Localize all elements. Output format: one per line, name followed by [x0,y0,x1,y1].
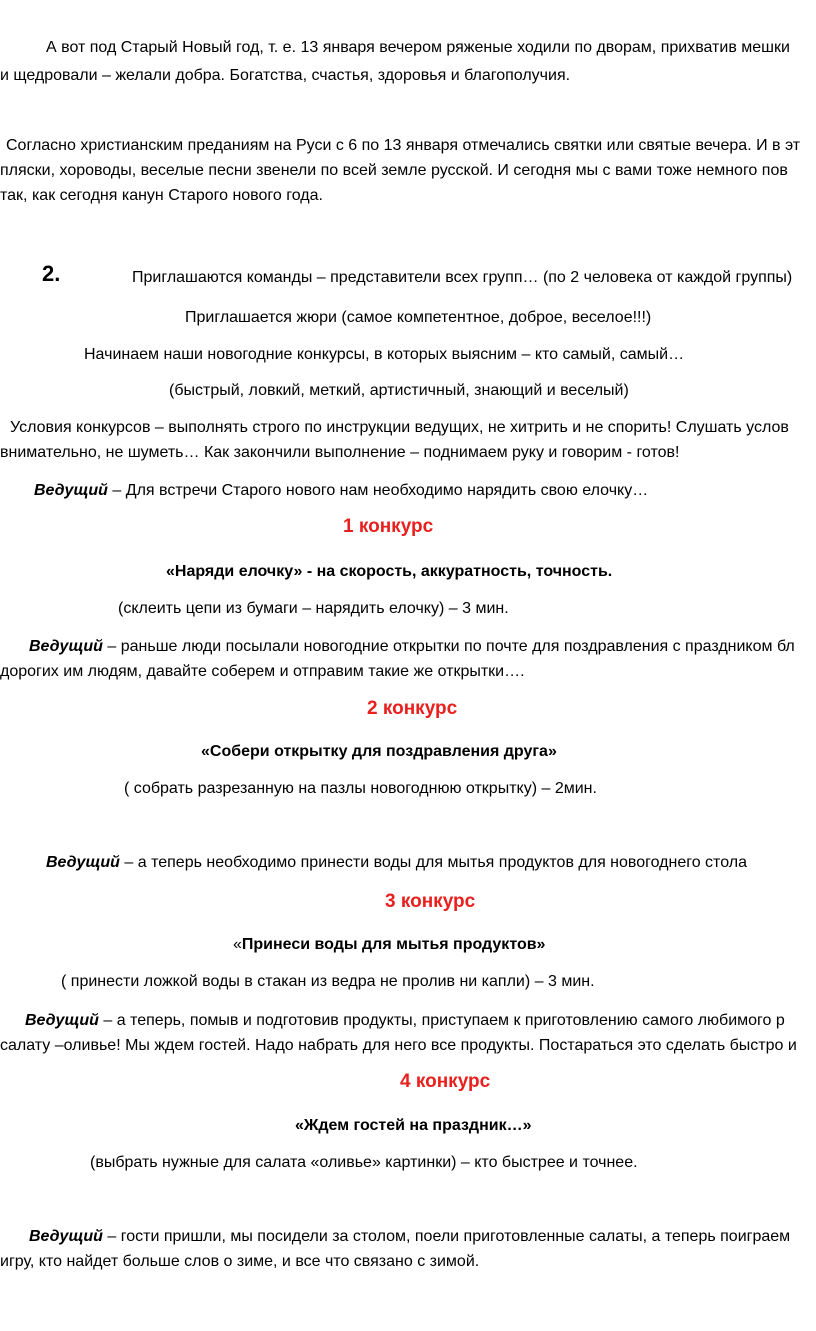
host-remark-3-text: – а теперь необходимо принести воды для мытья продуктов для новогоднего стола [119,854,747,871]
contest-3-title-quote: « [233,936,242,953]
host-label: Ведущий [46,854,120,871]
contest-3-title [233,935,545,955]
host-remark-5-line-2: игру, кто найдет больше слов о зиме, и все что связано с зимой. [0,1253,480,1270]
host-remark-2-line-1 [29,637,795,657]
rules-line-2: внимательно, не шуметь… Как закончили выполнение – поднимаем руку и говорим - готов! [0,444,680,461]
host-remark-4-line-1 [25,1011,785,1031]
host-label: Ведущий [25,1012,99,1029]
contest-1-description: (склеить цепи из бумаги – нарядить елочку) – 3 мин. [118,600,509,617]
host-remark-3 [46,853,747,873]
host-label: Ведущий [34,482,108,499]
host-remark-4-text: – а теперь, помыв и подготовив продукты, приступаем к приготовлению самого любимого р [98,1012,785,1029]
host-remark-4-line-2: салату –оливье! Мы ждем гостей. Надо набрать для него все продукты. Постараться это сделать быстро и [0,1037,797,1054]
host-remark-5-text: – гости пришли, мы посидели за столом, поели приготовленные салаты, а теперь поиграем [102,1228,791,1245]
host-label: Ведущий [29,1228,103,1245]
contest-1-heading: 1 конкурс [343,516,434,537]
contest-3-title-text: Принеси воды для мытья продуктов» [241,936,546,953]
start-contests-text: Начинаем наши новогодние конкурсы, в которых выясним – кто самый, самый… [84,346,685,363]
intro-paragraph-1-line-1: А вот под Старый Новый год, т. е. 13 января вечером ряженые ходили по дворам, прихватив мешки [46,39,790,56]
host-label: Ведущий [29,638,103,655]
contest-2-description: ( собрать разрезанную на пазлы новогоднюю открытку) – 2мин. [124,780,597,797]
intro-paragraph-2-line-1: Согласно христианским преданиям на Руси с 6 по 13 января отмечались святки или святые вечера. И в эт [6,137,801,154]
contest-3-description: ( принести ложкой воды в стакан из ведра не пролив ни капли) – 3 мин. [61,973,595,990]
intro-paragraph-2-line-3: так, как сегодня канун Старого нового года. [0,187,323,204]
contest-1-title: «Наряди елочку» - на скорость, аккуратность, точность. [166,563,613,580]
host-remark-1-text: – Для встречи Старого нового нам необходимо нарядить свою елочку… [107,482,649,499]
host-remark-5-line-1 [29,1227,790,1247]
rules-line-1: Условия конкурсов – выполнять строго по инструкции ведущих, не хитрить и не спорить! Слушать услов [10,419,789,436]
host-remark-2-text: – раньше люди посылали новогодние открытки по почте для поздравления с праздником бл [102,638,795,655]
invite-teams-text: Приглашаются команды – представители всех групп… (по 2 человека от каждой группы) [132,269,793,286]
contest-2-title: «Собери открытку для поздравления друга» [201,743,557,760]
contest-4-title: «Ждем гостей на праздник…» [295,1117,532,1134]
contest-2-heading: 2 конкурс [367,698,458,719]
host-remark-2-line-2: дорогих им людям, давайте соберем и отправим такие же открытки…. [0,663,525,680]
section-number: 2. [42,261,61,286]
contest-3-heading: 3 конкурс [385,891,476,912]
invite-jury-text: Приглашается жюри (самое компетентное, доброе, веселое!!!) [185,309,652,326]
contest-4-heading: 4 конкурс [400,1071,491,1092]
qualities-text: (быстрый, ловкий, меткий, артистичный, знающий и веселый) [169,382,629,399]
host-remark-1 [34,481,648,501]
intro-paragraph-2-line-2: пляски, хороводы, веселые песни звенели по всей земле русской. И сегодня мы с вами тоже немного пов [0,162,788,179]
intro-paragraph-1-line-2: и щедровали – желали добра. Богатства, счастья, здоровья и благополучия. [0,67,571,84]
contest-4-description: (выбрать нужные для салата «оливье» картинки) – кто быстрее и точнее. [90,1154,638,1171]
